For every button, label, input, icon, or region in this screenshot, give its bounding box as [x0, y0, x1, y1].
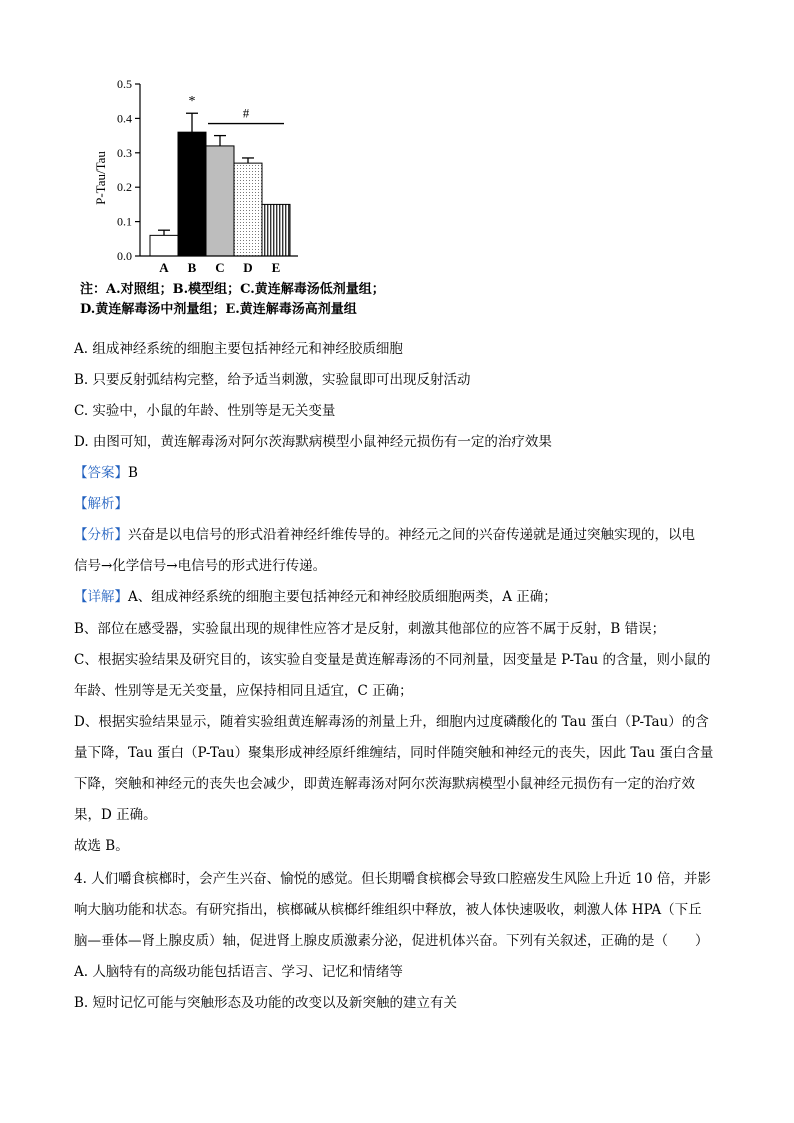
option-d: D. 由图可知，黄连解毒汤对阿尔茨海默病模型小鼠神经元损伤有一定的治疗效果: [74, 434, 552, 450]
analysis-heading: [74, 495, 128, 513]
bar-A: [150, 235, 178, 256]
option-c: C. 实验中，小鼠的年龄、性别等是无关变量: [74, 403, 336, 419]
detail-text-1: A、组成神经系统的细胞主要包括神经元和神经胶质细胞两类，A 正确；: [128, 589, 557, 605]
detail-line-2: B、部位在感受器，实验鼠出现的规律性应答才是反射，刺激其他部位的应答不属于反射，B 错误；: [74, 621, 666, 637]
significance-hash: #: [242, 105, 250, 121]
answer-value: B: [128, 465, 138, 481]
fenxi-line-1: [74, 526, 695, 544]
significance-star: *: [188, 94, 196, 110]
y-axis-label: P-Tau/Tau: [93, 151, 108, 205]
bar-C: [206, 146, 234, 256]
analysis-label: 【解析】: [74, 496, 128, 512]
bar-B: [178, 132, 206, 256]
x-tick-label-A: A: [159, 260, 169, 275]
y-tick-label: 0.3: [117, 145, 132, 160]
x-tick-label-E: E: [271, 260, 281, 275]
question-4-option-a: A. 人脑特有的高级功能包括语言、学习、记忆和情绪等: [74, 964, 403, 980]
question-4-line-3: 脑—垂体—肾上腺皮质）轴，促进肾上腺皮质激素分泌，促进机体兴奋。下列有关叙述，正确的是（ ）: [74, 933, 709, 949]
xiangjie-label: 【详解】: [74, 589, 128, 605]
y-axis: [117, 77, 140, 263]
fenxi-text-1: 兴奋是以电信号的形式沿着神经纤维传导的。神经元之间的兴奋传递就是通过突触实现的，以电: [128, 527, 695, 543]
x-tick-label-D: D: [243, 260, 253, 275]
y-tick-label: 0.0: [117, 249, 132, 263]
y-tick-label: 0.2: [117, 180, 132, 195]
detail-line-7: 下降，突触和神经元的丧失也会减少，即黄连解毒汤对阿尔茨海默病模型小鼠神经元损伤有一定的治疗效: [74, 776, 695, 792]
detail-line-8: 果，D 正确。: [74, 807, 157, 823]
fenxi-line-2: 信号→化学信号→电信号的形式进行传递。: [74, 558, 327, 574]
option-a: A. 组成神经系统的细胞主要包括神经元和神经胶质细胞: [74, 341, 403, 357]
question-4-option-b: B. 短时记忆可能与突触形态及功能的改变以及新突触的建立有关: [74, 995, 458, 1011]
y-tick-label: 0.5: [117, 77, 132, 91]
question-4-line-1: 4. 人们嚼食槟榔时，会产生兴奋、愉悦的感觉。但长期嚼食槟榔会导致口腔癌发生风险上升近 10 倍，并影: [74, 871, 711, 887]
detail-line-4: 年龄、性别等是无关变量，应保持相同且适宜，C 正确；: [74, 683, 413, 699]
x-tick-label-B: B: [187, 260, 197, 275]
answer-label: 【答案】: [74, 465, 128, 481]
x-axis: [140, 256, 298, 275]
y-tick-label: 0.4: [117, 111, 132, 126]
detail-line-3: C、根据实验结果及研究目的，该实验自变量是黄连解毒汤的不同剂量，因变量是 P-Tau 的含量，则小鼠的: [74, 652, 711, 668]
bar-E: [262, 204, 290, 256]
option-b: B. 只要反射弧结构完整，给予适当刺激，实验鼠即可出现反射活动: [74, 372, 471, 388]
question-4-line-2: 响大脑功能和状态。有研究指出，槟榔碱从槟榔纤维组织中释放，被人体快速吸收，刺激人体 HPA（下丘: [74, 902, 702, 918]
figure-note-line-2: D.黄连解毒汤中剂量组；E.黄连解毒汤高剂量组: [80, 302, 357, 317]
conclusion-line: 故选 B。: [74, 838, 129, 854]
x-tick-label-C: C: [215, 260, 225, 275]
y-tick-label: 0.1: [117, 214, 132, 229]
answer-line: [74, 464, 138, 482]
fenxi-label: 【分析】: [74, 527, 128, 543]
detail-line-1: [74, 588, 557, 606]
detail-line-6: 量下降，Tau 蛋白（P-Tau）聚集形成神经原纤维缠结，同时伴随突触和神经元的丧失，因此 Tau 蛋白含量: [74, 745, 714, 761]
detail-line-5: D、根据实验结果显示，随着实验组黄连解毒汤的剂量上升，细胞内过度磷酸化的 Tau 蛋白（P-Tau）的含: [74, 714, 709, 730]
bars: [150, 113, 290, 256]
bar-chart: [90, 72, 320, 282]
figure-note-line-1: 注：A.对照组；B.模型组；C.黄连解毒汤低剂量组；: [80, 282, 385, 297]
bar-D: [234, 163, 262, 256]
